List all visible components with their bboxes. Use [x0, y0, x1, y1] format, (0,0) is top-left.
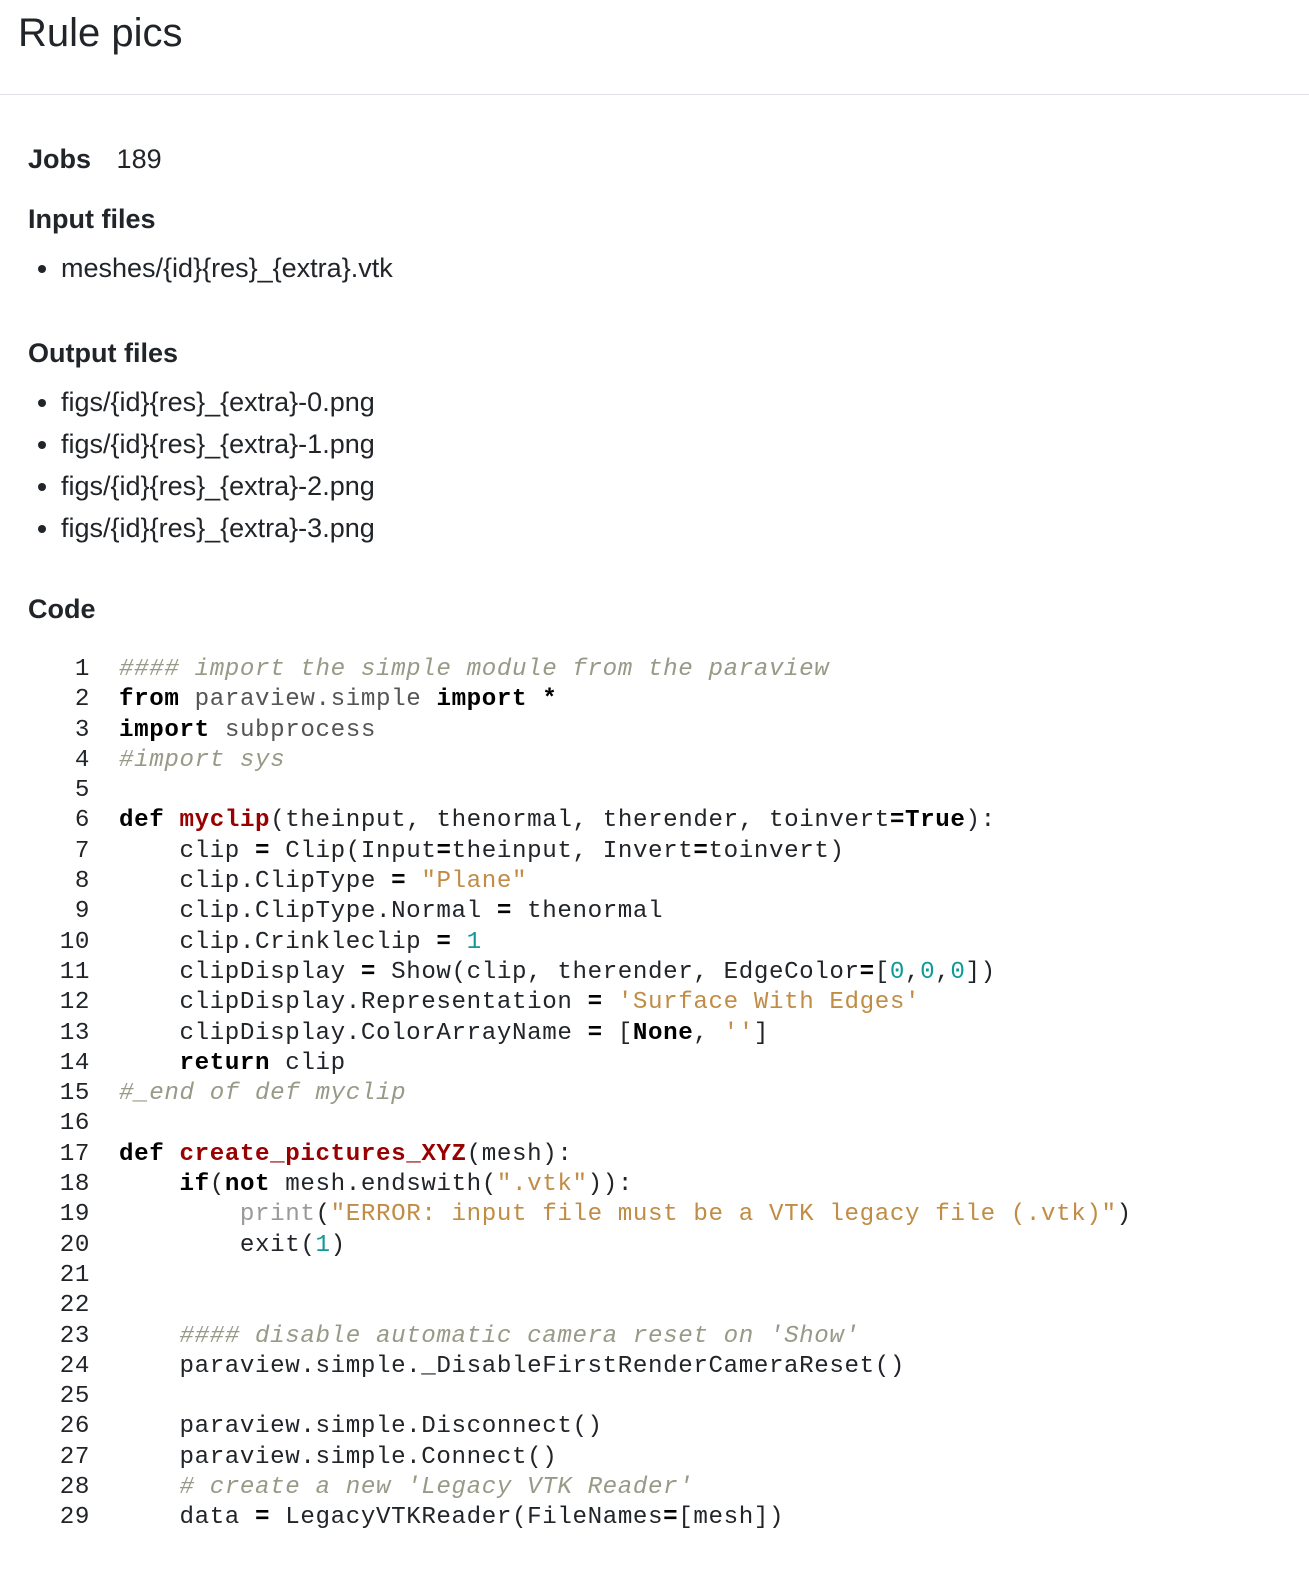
line-number: 3 — [74, 716, 90, 744]
code-text: exit( — [119, 1231, 316, 1259]
code-text — [119, 1474, 179, 1501]
code-line — [28, 806, 1309, 836]
line-number: 23 — [59, 1322, 90, 1350]
code-text: )) — [587, 1171, 618, 1199]
line-number: 5 — [74, 777, 90, 805]
code-keyword: def — [119, 807, 165, 835]
code-line — [28, 1200, 1309, 1230]
code-source — [90, 806, 996, 836]
code-string: ".vtk" — [496, 1171, 588, 1199]
code-text: ( — [315, 1201, 331, 1229]
code-keyword: = — [255, 1504, 271, 1532]
file-list-item: • figs/{id}{res}_{extra}-2.png — [61, 465, 1309, 507]
code-source — [90, 1200, 1132, 1230]
file-list-item: • figs/{id}{res}_{extra}-0.png — [61, 381, 1309, 423]
code-keyword: = — [587, 989, 603, 1017]
line-number: 2 — [74, 686, 90, 714]
line-number: 26 — [59, 1413, 90, 1441]
code-number: 0 — [920, 958, 936, 986]
code-source — [90, 685, 557, 715]
code-keyword: = — [859, 958, 875, 986]
code-source — [90, 897, 663, 927]
code-text: ) — [1116, 1201, 1132, 1229]
code-number: 1 — [315, 1231, 331, 1259]
code-text: ] — [753, 1019, 769, 1047]
code-text: ( — [209, 1171, 225, 1199]
output-files-list — [28, 381, 1309, 549]
code-keyword: import — [119, 716, 210, 744]
page-header — [0, 0, 1309, 95]
code-keyword: not — [224, 1171, 271, 1199]
line-number: 16 — [59, 1110, 90, 1138]
code-line — [28, 958, 1309, 988]
line-number: 25 — [59, 1383, 90, 1411]
code-source — [90, 1291, 119, 1321]
code-text: toinvert) — [708, 837, 845, 865]
code-keyword: = — [663, 1504, 679, 1532]
line-number: 4 — [74, 746, 90, 774]
code-keyword: * — [542, 686, 558, 714]
code-text: ): — [965, 807, 996, 835]
code-line — [28, 1503, 1309, 1533]
code-text — [406, 868, 421, 895]
code-line — [28, 988, 1309, 1018]
code-text: [mesh]) — [678, 1504, 785, 1532]
code-text: ]) — [965, 958, 996, 986]
code-string: 'Surface With Edges' — [617, 989, 921, 1017]
code-source — [90, 1443, 557, 1473]
input-files-heading: Input files — [28, 204, 156, 234]
code-text: clip — [270, 1049, 346, 1077]
code-source — [90, 1109, 119, 1139]
code-source — [90, 716, 376, 746]
code-line — [28, 897, 1309, 927]
line-number: 24 — [59, 1352, 90, 1380]
line-number: 14 — [59, 1049, 90, 1077]
code-source — [90, 1503, 784, 1533]
code-line — [28, 1261, 1309, 1291]
code-text: clip.Crinkleclip — [119, 928, 437, 956]
code-keyword: = — [436, 837, 452, 865]
line-number: 20 — [59, 1231, 90, 1259]
code-keyword: return — [179, 1049, 271, 1077]
line-number: 8 — [74, 868, 90, 896]
code-line — [28, 928, 1309, 958]
line-number: 12 — [59, 989, 90, 1017]
file-list-item: • meshes/{id}{res}_{extra}.vtk — [61, 247, 1309, 289]
code-line — [28, 1352, 1309, 1382]
code-source — [90, 1412, 603, 1442]
code-keyword: True — [905, 807, 966, 835]
code-line — [28, 1049, 1309, 1079]
jobs-label: Jobs — [28, 144, 92, 174]
code-line — [28, 1140, 1309, 1170]
code-line — [28, 1079, 1309, 1109]
code-keyword: None — [632, 1019, 694, 1047]
code-heading: Code — [28, 594, 96, 624]
code-text: clipDisplay.ColorArrayName — [119, 1019, 588, 1047]
code-source — [90, 988, 920, 1018]
code-keyword: from — [119, 686, 180, 714]
line-number: 27 — [59, 1443, 90, 1471]
code-line — [28, 1109, 1309, 1139]
code-keyword: = — [693, 837, 709, 865]
file-list-item: • figs/{id}{res}_{extra}-3.png — [61, 507, 1309, 549]
code-string: "Plane" — [421, 868, 528, 896]
code-string: "ERROR: input file must be a VTK legacy file (.vtk)" — [330, 1201, 1117, 1229]
code-keyword: = — [436, 928, 452, 956]
line-number: 17 — [59, 1140, 90, 1168]
code-text: clip.ClipType.Normal — [119, 898, 497, 926]
code-number: 0 — [950, 958, 966, 986]
code-text: paraview.simple.Disconnect() — [119, 1413, 603, 1441]
line-number: 21 — [59, 1261, 90, 1289]
code-text: (mesh): — [466, 1140, 573, 1168]
code-source — [90, 1473, 693, 1503]
input-files-list — [28, 247, 1309, 289]
code-comment: #import sys — [119, 746, 286, 774]
code-text: LegacyVTKReader(FileNames — [270, 1504, 664, 1532]
line-number: 1 — [74, 656, 90, 683]
code-line — [28, 685, 1309, 715]
line-number: 10 — [59, 928, 90, 956]
code-source — [90, 655, 829, 685]
code-line — [28, 746, 1309, 776]
code-source — [90, 746, 285, 776]
code-text: , — [935, 958, 951, 986]
line-number: 18 — [59, 1171, 90, 1199]
code-source — [90, 1170, 633, 1200]
jobs-count: 189 — [116, 144, 162, 174]
code-source — [90, 1140, 572, 1170]
code-line — [28, 1443, 1309, 1473]
code-text — [164, 1141, 179, 1168]
code-text: Clip(Input — [270, 837, 437, 865]
code-source — [90, 867, 527, 897]
code-source — [90, 958, 996, 988]
code-text: clip — [119, 837, 256, 865]
code-source — [90, 1352, 905, 1382]
code-source — [90, 837, 845, 867]
code-text: theinput, Invert — [451, 837, 694, 865]
code-source — [90, 1049, 346, 1079]
code-text: paraview.simple._DisableFirstRenderCameraReset() — [119, 1352, 905, 1380]
code-line — [28, 1412, 1309, 1442]
output-files-heading: Output files — [28, 338, 178, 368]
code-text — [527, 686, 542, 713]
code-text — [452, 929, 467, 956]
code-line — [28, 716, 1309, 746]
code-text — [119, 1050, 179, 1077]
code-text: , — [905, 958, 921, 986]
code-text: data — [119, 1504, 256, 1532]
code-text: Show(clip, therender, EdgeColor — [375, 958, 860, 986]
line-number: 28 — [59, 1474, 90, 1502]
code-source — [90, 776, 119, 806]
code-module: paraview.simple — [194, 686, 422, 714]
line-number: 6 — [74, 807, 90, 835]
code-text — [119, 1171, 179, 1198]
code-text: paraview.simple.Connect() — [119, 1443, 558, 1471]
code-line — [28, 837, 1309, 867]
code-line — [28, 776, 1309, 806]
code-line — [28, 1382, 1309, 1412]
code-line — [28, 1291, 1309, 1321]
code-text: mesh.endswith( — [270, 1171, 497, 1199]
code-module: subprocess — [224, 716, 376, 744]
line-number: 19 — [59, 1201, 90, 1229]
code-line — [28, 867, 1309, 897]
line-number: 9 — [74, 898, 90, 926]
code-function-name: myclip — [179, 807, 271, 835]
code-comment: # create a new 'Legacy VTK Reader' — [179, 1474, 694, 1502]
code-text — [119, 1323, 179, 1350]
code-text: : — [617, 1171, 633, 1199]
code-source — [90, 1261, 119, 1291]
line-number: 29 — [59, 1504, 90, 1532]
code-comment: #_end of def myclip — [119, 1080, 407, 1108]
line-number: 22 — [59, 1292, 90, 1320]
code-keyword: = — [255, 837, 271, 865]
code-number: 0 — [889, 958, 906, 986]
code-block — [28, 655, 1309, 1534]
code-text — [210, 717, 225, 744]
code-builtin: print — [239, 1201, 316, 1229]
code-keyword: = — [360, 958, 376, 986]
code-source — [90, 1382, 119, 1412]
code-text: clipDisplay.Representation — [119, 989, 588, 1017]
code-text — [164, 807, 179, 834]
line-number: 11 — [59, 958, 90, 986]
code-source — [90, 1019, 769, 1049]
code-line — [28, 655, 1309, 685]
code-source — [90, 1322, 860, 1352]
code-line — [28, 1473, 1309, 1503]
code-keyword: def — [119, 1140, 165, 1168]
code-text: ) — [330, 1231, 346, 1259]
code-line — [28, 1170, 1309, 1200]
line-number: 13 — [59, 1019, 90, 1047]
code-keyword: = — [587, 1019, 603, 1047]
code-text: thenormal — [512, 898, 664, 926]
code-number: 1 — [466, 928, 482, 956]
code-string: '' — [723, 1019, 754, 1047]
file-list-item: • figs/{id}{res}_{extra}-1.png — [61, 423, 1309, 465]
code-text: , — [693, 1019, 724, 1047]
code-keyword: import — [436, 686, 528, 714]
code-comment: #### import the simple module from the paraview — [119, 656, 830, 683]
code-text: (theinput, thenormal, therender, toinvert — [270, 807, 890, 835]
code-keyword: = — [391, 868, 407, 896]
code-comment: #### disable automatic camera reset on 'Show' — [179, 1322, 860, 1350]
code-text: [ — [602, 1019, 633, 1047]
code-source — [90, 928, 482, 958]
code-keyword: if — [179, 1171, 210, 1199]
code-line — [28, 1019, 1309, 1049]
page-title: Rule pics — [18, 11, 183, 55]
code-keyword: = — [889, 807, 906, 835]
code-source — [90, 1231, 346, 1261]
jobs-row — [28, 143, 1309, 175]
code-line — [28, 1322, 1309, 1352]
code-text — [119, 1201, 240, 1228]
code-text: clipDisplay — [119, 958, 361, 986]
code-keyword: = — [496, 898, 512, 926]
code-text — [421, 686, 436, 713]
code-text: [ — [874, 958, 890, 986]
code-function-name: create_pictures_XYZ — [179, 1140, 467, 1168]
code-text: clip.ClipType — [119, 868, 392, 896]
line-number: 7 — [74, 837, 90, 865]
line-number: 15 — [59, 1080, 90, 1108]
code-text — [603, 989, 618, 1016]
code-text — [179, 686, 194, 713]
rule-details — [0, 143, 1309, 1534]
code-line — [28, 1231, 1309, 1261]
code-source — [90, 1079, 406, 1109]
